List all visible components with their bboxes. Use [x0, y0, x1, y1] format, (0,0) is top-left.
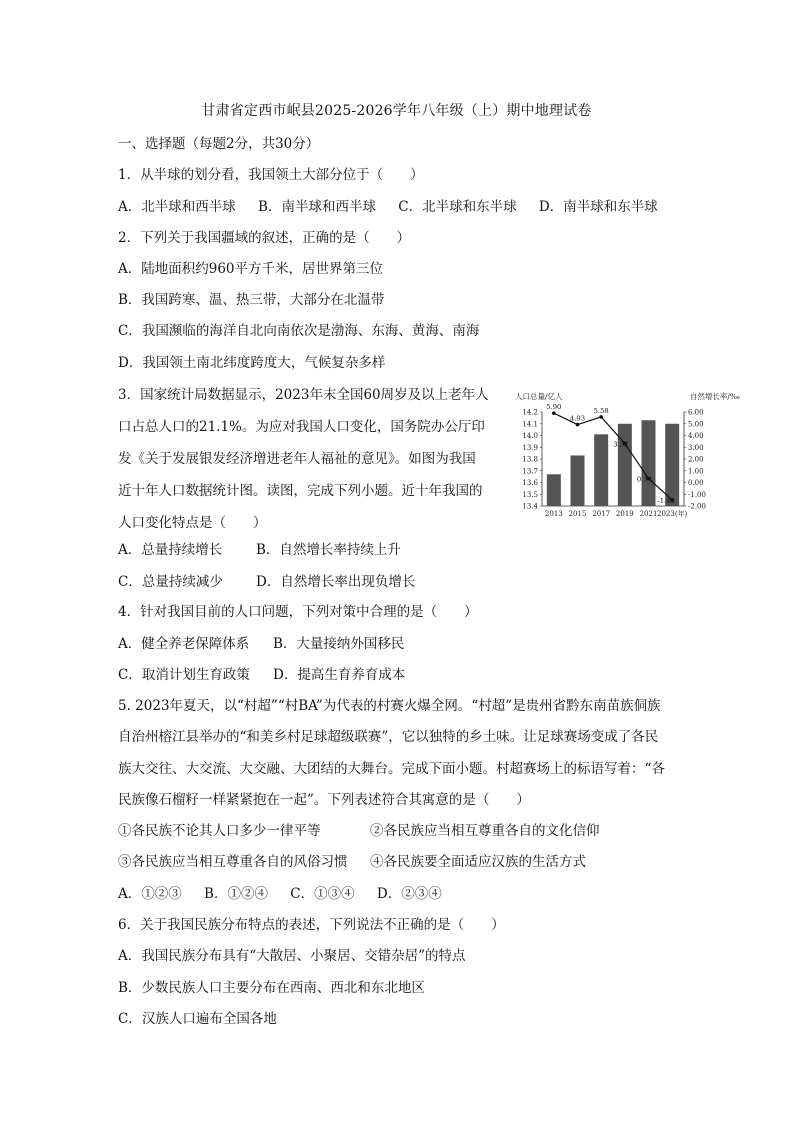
x-tick-label: 2017: [592, 510, 611, 518]
y-axis-right-title: 自然增长率/‰: [689, 392, 740, 401]
y-left-tick-label: 14.0: [522, 432, 538, 440]
q5-line: 民族像石榴籽一样紧紧抱在一起”。下列表述符合其寓意的是（ ）: [118, 792, 530, 808]
q1-option-a[interactable]: A．北半球和西半球: [118, 199, 236, 215]
q1-option-c[interactable]: C．北半球和东半球: [398, 199, 517, 215]
y-axis-left-title: 人口总量/亿人: [515, 392, 563, 401]
data-label-growth-rate: -1.48: [657, 496, 675, 505]
section-heading: 一、选择题（每题2分，共30分）: [118, 136, 320, 152]
y-left-tick-label: 13.9: [522, 443, 538, 452]
y-right-tick-label: -2.00: [688, 502, 706, 511]
y-left-tick-label: 13.8: [522, 455, 538, 464]
q5-option-a[interactable]: A．①②③: [118, 886, 182, 902]
q2-option-a[interactable]: A．陆地面积约960平方千米，居世界第三位: [118, 261, 384, 277]
population-chart-svg: [512, 388, 744, 520]
x-tick-label: 2019: [615, 510, 634, 518]
q3-option-a[interactable]: A．总量持续增长: [118, 542, 223, 558]
q4-stem: 4．针对我国目前的人口问题，下列对策中合理的是（ ）: [118, 604, 478, 620]
y-right-tick-label: 6.00: [688, 408, 704, 417]
q4-options-row1: [118, 634, 404, 654]
x-tick-label: 2013: [544, 510, 563, 518]
q3-stem: [118, 379, 506, 539]
y-left-tick-label: 13.4: [522, 502, 538, 511]
q1-option-b[interactable]: B．南半球和西半球: [258, 199, 376, 215]
bar-population: [594, 434, 608, 506]
data-label-growth-rate: 3.32: [613, 440, 629, 449]
q3-option-b[interactable]: B．自然增长率持续上升: [256, 542, 401, 558]
q5-line: 族大交往、大交流、大交融、大团结的大舞台。完成下面小题。村超赛场上的标语写着：“各: [118, 761, 665, 777]
q6-stem: 6．关于我国民族分布特点的表述，下列说法不正确的是（ ）: [118, 917, 505, 933]
data-label-growth-rate: 5.58: [593, 406, 609, 415]
y-left-tick-label: 13.5: [522, 490, 538, 499]
q3-options-row1: [118, 540, 401, 560]
bar-population: [665, 424, 679, 506]
x-tick-label: 2023(年): [657, 510, 688, 518]
y-right-tick-label: 2.00: [688, 455, 704, 464]
y-left-tick-label: 14.1: [522, 420, 538, 429]
q4-option-b[interactable]: B．大量接纳外国移民: [273, 636, 405, 652]
q5-statement-4: ④各民族要全面适应汉族的生活方式: [370, 854, 586, 870]
q4-option-d[interactable]: D．提高生育养育成本: [273, 667, 406, 683]
q5-statement-1: ①各民族不论其人口多少一律平等: [118, 823, 321, 839]
q3-line: 口占总人口的21.1%。为应对我国人口变化，国务院办公厅印: [118, 419, 485, 435]
q5-line: 自治州榕江县举办的“和美乡村足球超级联赛”，它以独特的乡土味。让足球赛场变成了各民: [118, 729, 659, 745]
q2-stem: 2．下列关于我国疆域的叙述，正确的是（ ）: [118, 230, 411, 246]
q5-statement-2: ②各民族应当相互尊重各自的文化信仰: [370, 823, 600, 839]
q5-statement-3: ③各民族应当相互尊重各自的风俗习惯: [118, 854, 348, 870]
point-growth-rate: [576, 423, 580, 427]
q3-option-d[interactable]: D．自然增长率出现负增长: [256, 574, 416, 590]
data-label-growth-rate: 5.90: [546, 403, 562, 412]
q3-line: 近十年人口数据统计图。读图，完成下列小题。近十年我国的: [118, 483, 483, 499]
q3-line: 3．国家统计局数据显示，2023年末全国60周岁及以上老年人: [118, 387, 489, 403]
bar-population: [571, 455, 585, 506]
q1-stem: 1．从半球的划分看，我国领土大部分位于（ ）: [118, 167, 424, 183]
x-tick-label: 2015: [568, 510, 587, 518]
q5-statements-row2: [118, 852, 586, 872]
bar-population: [642, 420, 656, 506]
q5-line: 5. 2023年夏天，以“村超”“村BA”为代表的村赛火爆全网。“村超”是贵州省黔东南苗族侗族: [118, 698, 661, 714]
point-growth-rate: [599, 415, 603, 419]
q2-option-d[interactable]: D．我国领土南北纬度跨度大，气候复杂多样: [118, 355, 386, 371]
y-right-tick-label: 5.00: [688, 420, 704, 429]
q6-option-a[interactable]: A．我国民族分布具有“大散居、小聚居、交错杂居”的特点: [118, 948, 466, 964]
exam-title: 甘肃省定西市岷县2025-2026学年八年级（上）期中地理试卷: [201, 103, 592, 119]
q5-option-d[interactable]: D．②③④: [376, 886, 442, 902]
y-right-tick-label: 3.00: [688, 443, 704, 452]
y-right-tick-label: 4.00: [688, 432, 704, 440]
population-chart: [512, 388, 744, 520]
q1-option-d[interactable]: D．南半球和东半球: [538, 199, 658, 215]
q5-option-b[interactable]: B．①②④: [204, 886, 268, 902]
q6-option-c[interactable]: C．汉族人口遍布全国各地: [118, 1011, 277, 1027]
q1-options: [118, 197, 676, 217]
y-left-tick-label: 13.6: [522, 479, 538, 487]
q3-line: 人口变化特点是（ ）: [118, 515, 267, 531]
q4-option-c[interactable]: C．取消计划生育政策: [118, 667, 250, 683]
q4-options-row2: [118, 665, 405, 685]
bar-population: [618, 424, 632, 506]
q3-options-row2: [118, 572, 415, 592]
y-right-tick-label: 1.00: [688, 467, 704, 476]
q4-option-a[interactable]: A．健全养老保障体系: [118, 636, 250, 652]
q2-option-c[interactable]: C．我国濒临的海洋自北向南依次是渤海、东海、黄海、南海: [118, 323, 480, 339]
y-left-tick-label: 14.2: [522, 408, 538, 417]
bar-population: [547, 474, 561, 506]
y-left-tick-label: 13.7: [522, 467, 538, 476]
data-label-growth-rate: 4.93: [569, 414, 586, 423]
y-right-tick-label: -1.00: [688, 490, 706, 499]
x-tick-label: 2021: [639, 510, 658, 518]
point-growth-rate: [552, 411, 556, 415]
q5-statements-row1: [118, 821, 600, 841]
q3-line: 发《关于发展银发经济增进老年人福祉的意见》。如图为我国: [118, 451, 476, 467]
q6-option-b[interactable]: B．少数民族人口主要分布在西南、西北和东北地区: [118, 980, 425, 996]
data-label-growth-rate: 0.34: [636, 475, 653, 484]
q5-options: [118, 884, 460, 904]
y-right-tick-label: 0.00: [688, 479, 704, 487]
q5-option-c[interactable]: C．①③④: [290, 886, 355, 902]
q2-option-b[interactable]: B．我国跨寒、温、热三带，大部分在北温带: [118, 292, 385, 308]
q3-option-c[interactable]: C．总量持续减少: [118, 574, 223, 590]
